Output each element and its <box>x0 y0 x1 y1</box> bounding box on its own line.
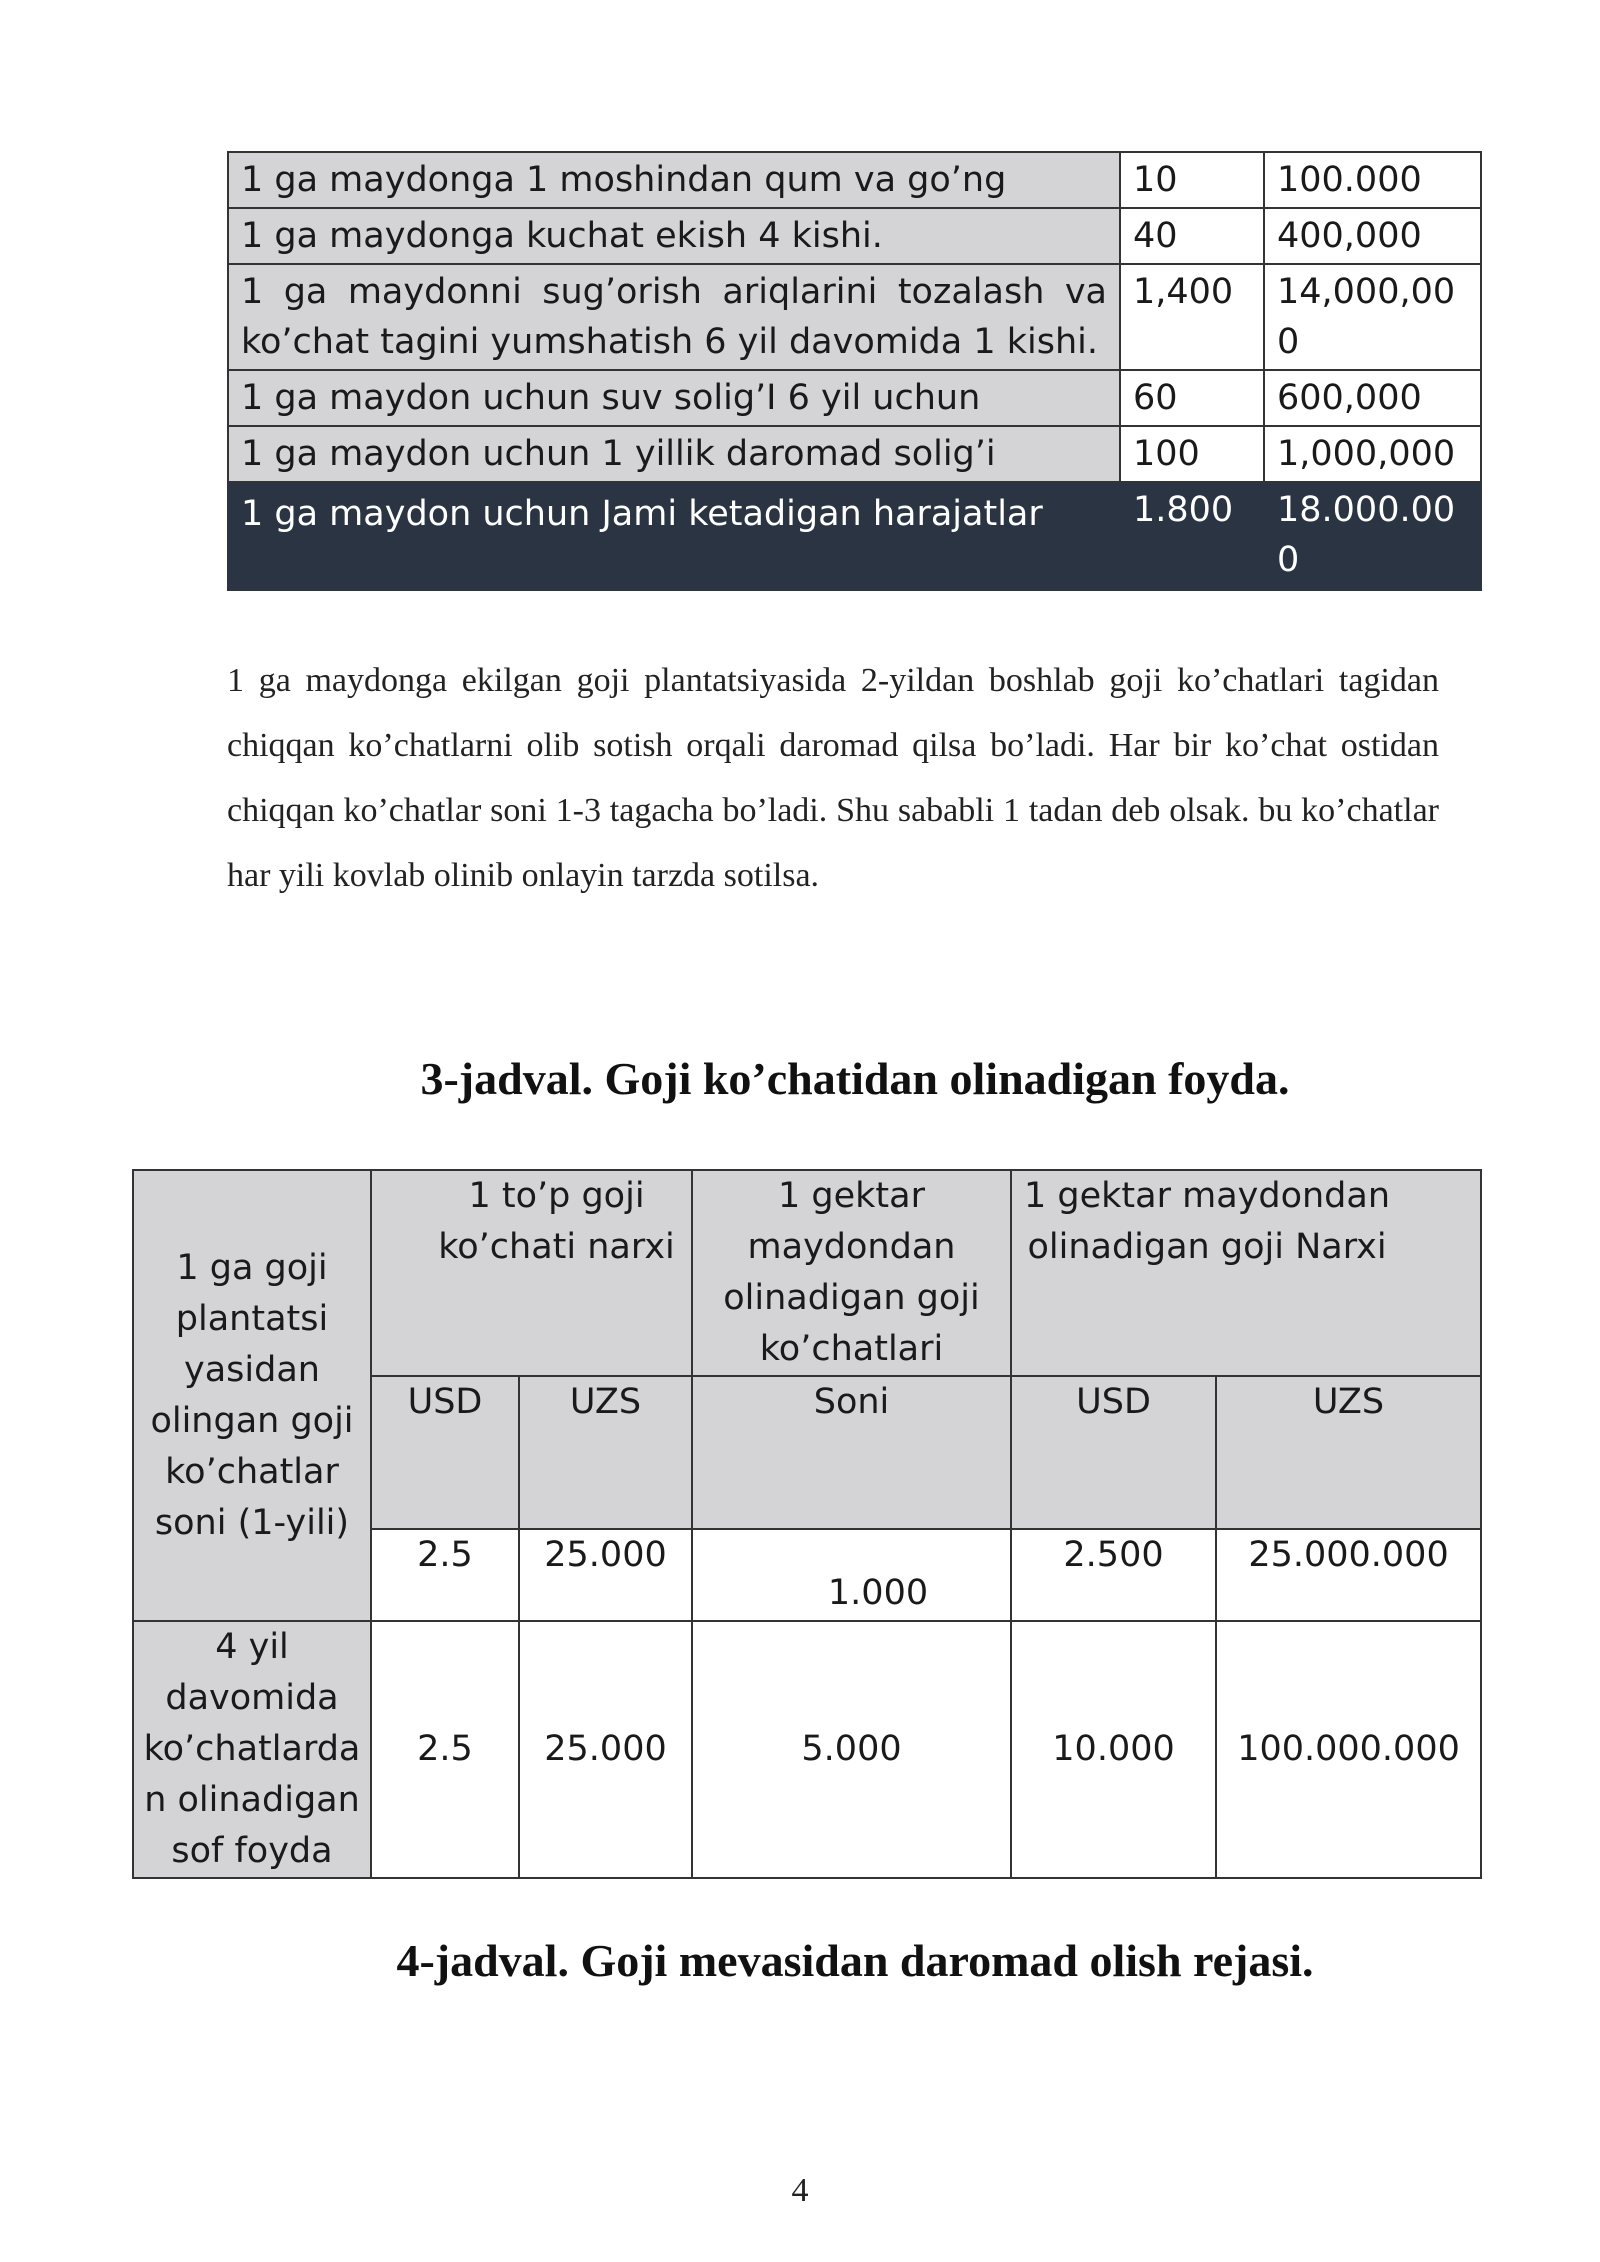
expense-description: 1 ga maydon uchun 1 yillik daromad solig’i <box>228 426 1120 482</box>
expense-sum: 14,000,00 0 <box>1264 264 1481 370</box>
total-description: 1 ga maydon uchun Jami ketadigan harajatlar <box>228 482 1120 590</box>
total-sum: 18.000.00 0 <box>1264 482 1481 590</box>
price-usd: 2.5 <box>371 1621 519 1878</box>
table-header-row <box>133 1170 1481 1376</box>
expense-description: 1 ga maydonga kuchat ekish 4 kishi. <box>228 208 1120 264</box>
page-number: 4 <box>791 2172 809 2209</box>
subheader-usd: USD <box>1011 1376 1216 1529</box>
header-seedling-count: 1 gektar maydondan olinadigan goji ko’chatlari <box>692 1170 1011 1376</box>
price-usd: 2.5 <box>371 1529 519 1621</box>
body-paragraph: 1 ga maydonga ekilgan goji plantatsiyasida 2-yildan boshlab goji ko’chatlari tagidan chiqqan ko’chatlarni olib sotish orqali daromad qilsa bo’ladi. Har bir ko’chat ostidan chiqqan ko’chatlar soni 1-3 tagacha bo’ladi. Shu sababli 1 tadan deb olsak. bu ko’chatlar har yili kovlab olinib onlayin tarzda sotilsa. <box>227 662 1439 894</box>
total-quantity: 1.800 <box>1120 482 1264 590</box>
table-row <box>228 370 1481 426</box>
expense-description: 1 ga maydon uchun suv solig’I 6 yil uchun <box>228 370 1120 426</box>
expense-sum: 100.000 <box>1264 152 1481 208</box>
seedling-count <box>692 1529 1011 1621</box>
header-seedling-price-label: 1 to’p goji ko’chati narxi <box>438 1176 675 1267</box>
revenue-uzs: 25.000.000 <box>1216 1529 1481 1621</box>
expense-quantity: 60 <box>1120 370 1264 426</box>
expense-sum: 600,000 <box>1264 370 1481 426</box>
table-row <box>228 426 1481 482</box>
table3-title: 3-jadval. Goji ko’chatidan olinadigan foyda. <box>420 1053 1290 1104</box>
subheader-count: Soni <box>692 1376 1011 1529</box>
subheader-uzs: UZS <box>1216 1376 1481 1529</box>
price-uzs: 25.000 <box>519 1621 692 1878</box>
expense-sum: 1,000,000 <box>1264 426 1481 482</box>
table-row <box>228 152 1481 208</box>
price-uzs: 25.000 <box>519 1529 692 1621</box>
header-revenue-label: 1 gektar maydondan olinadigan goji Narxi <box>1024 1176 1391 1267</box>
revenue-usd: 2.500 <box>1011 1529 1216 1621</box>
total-row <box>228 482 1481 590</box>
expense-description: 1 ga maydonga 1 moshindan qum va go’ng <box>228 152 1120 208</box>
row-header-four-years: 4 yil davomida ko’chatlarda n olinadigan sof foyda <box>133 1621 371 1878</box>
subheader-usd: USD <box>371 1376 519 1529</box>
expense-quantity: 10 <box>1120 152 1264 208</box>
table-row <box>228 264 1481 370</box>
table-row <box>228 208 1481 264</box>
row-header-first-year: 1 ga goji plantatsi yasidan olingan goji ko’chatlar soni (1-yili) <box>133 1170 371 1621</box>
expense-quantity: 1,400 <box>1120 264 1264 370</box>
seedling-count: 5.000 <box>692 1621 1011 1878</box>
subheader-uzs: UZS <box>519 1376 692 1529</box>
table-row <box>133 1621 1481 1878</box>
seedling-count-value: 1.000 <box>827 1573 929 1613</box>
expense-quantity: 40 <box>1120 208 1264 264</box>
header-revenue <box>1011 1170 1481 1376</box>
expenses-table <box>227 151 1482 591</box>
table4-title: 4-jadval. Goji mevasidan daromad olish rejasi. <box>396 1935 1314 1986</box>
expense-sum: 400,000 <box>1264 208 1481 264</box>
expense-description: 1 ga maydonni sug’orish ariqlarini tozalash va ko’chat tagini yumshatish 6 yil davomida 1 kishi. <box>228 264 1120 370</box>
revenue-uzs: 100.000.000 <box>1216 1621 1481 1878</box>
expense-quantity: 100 <box>1120 426 1264 482</box>
profit-table <box>132 1169 1482 1879</box>
header-seedling-price <box>371 1170 692 1376</box>
revenue-usd: 10.000 <box>1011 1621 1216 1878</box>
